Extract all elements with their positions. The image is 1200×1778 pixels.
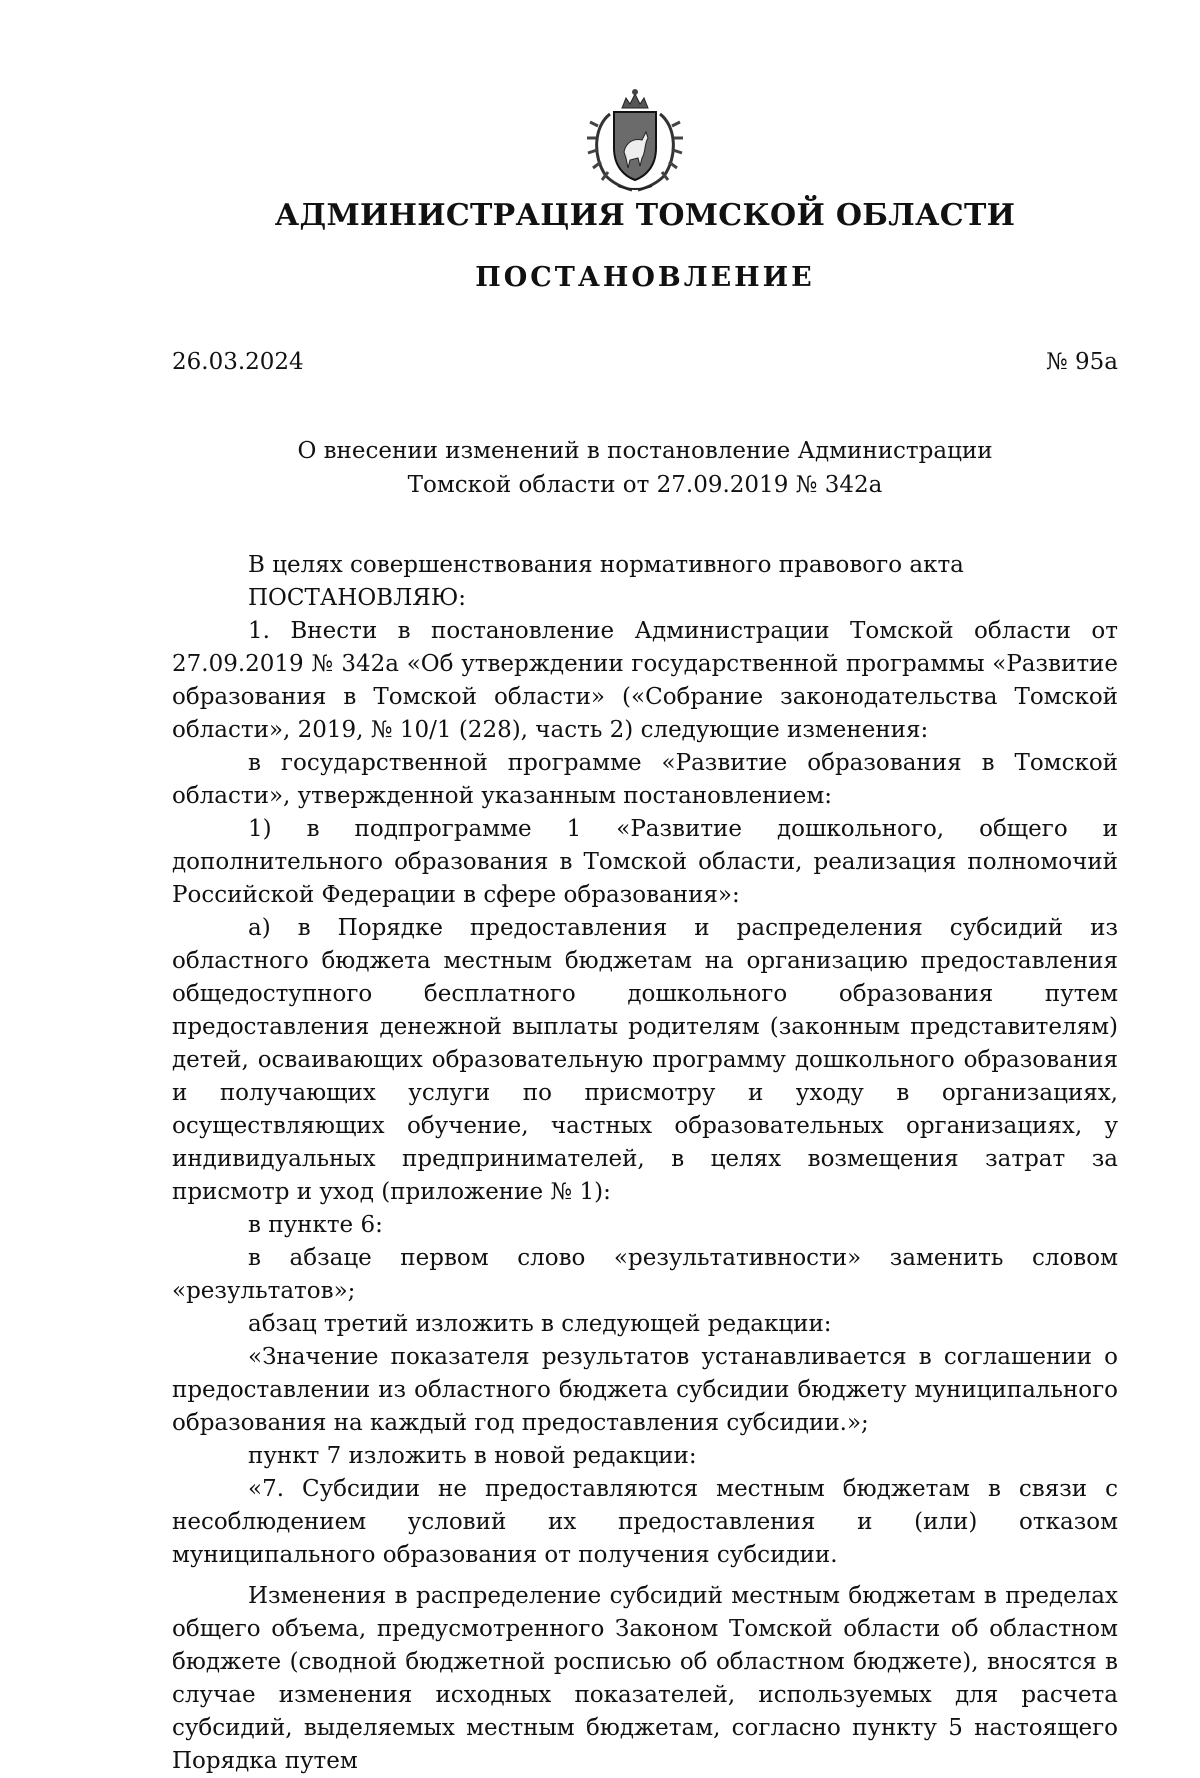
paragraph: в пункте 6: bbox=[248, 1212, 383, 1238]
title-line-2: Томской области от 27.09.2019 № 342а bbox=[407, 472, 883, 498]
paragraph: в абзаце первом слово «результативности» заменить словом «результатов»; bbox=[172, 1245, 1118, 1304]
paragraph-item-1: 1. Внести в постановление Администрации Томской области от 27.09.2019 № 342а «Об утверждении государственной программы «Развитие образования в Томской области» («Собрание законодательства Томской области», 2019, № 10/1 (228), часть 2) следующие изменения: bbox=[172, 618, 1118, 743]
paragraph: Изменения в распределение субсидий местным бюджетам в пределах общего объема, предусмотренного Законом Томской области об областном бюджете (сводной бюджетной росписью об областном бюджете), вносятся в случае изменения исходных показателей, используемых для расчета субсидий, выделяемых местным бюджетам, согласно пункту 5 настоящего Порядка путем bbox=[172, 1583, 1118, 1774]
paragraph: абзац третий изложить в следующей редакции: bbox=[248, 1311, 832, 1337]
title-line-1: О внесении изменений в постановление Администрации bbox=[297, 438, 993, 464]
organization-name: АДМИНИСТРАЦИЯ ТОМСКОЙ ОБЛАСТИ bbox=[274, 198, 1016, 233]
document-type: ПОСТАНОВЛЕНИЕ bbox=[475, 262, 815, 293]
document-number: № 95а bbox=[1045, 349, 1118, 375]
paragraph: 1) в подпрограмме 1 «Развитие дошкольного, общего и дополнительного образования в Томской области, реализация полномочий Российской Федерации в сфере образования»: bbox=[172, 816, 1118, 908]
paragraph: а) в Порядке предоставления и распределения субсидий из областного бюджета местным бюджетам на организацию предоставления общедоступного бесплатного дошкольного образования путем предоставления денежной выплаты родителям (законным представителям) детей, осваивающих образовательную программу дошкольного образования и получающих услуги по присмотру и уходу в организациях, осуществляющих обучение, частных образовательных организациях, у индивидуальных предпринимателей, в целях возмещения затрат за присмотр и уход (приложение № 1): bbox=[172, 915, 1118, 1205]
document-body bbox=[172, 549, 1118, 1778]
paragraph: пункт 7 изложить в новой редакции: bbox=[248, 1443, 697, 1469]
document-title bbox=[0, 434, 1200, 502]
paragraph: «Значение показателя результатов устанавливается в соглашении о предоставлении из областного бюджета субсидии бюджету муниципального образования на каждый год предоставления субсидии.»; bbox=[172, 1344, 1118, 1436]
tomsk-coat-of-arms-icon bbox=[584, 86, 686, 194]
document-date: 26.03.2024 bbox=[172, 349, 304, 375]
paragraph: в государственной программе «Развитие образования в Томской области», утвержденной указанным постановлением: bbox=[172, 750, 1118, 809]
paragraph: «7. Субсидии не предоставляются местным бюджетам в связи с несоблюдением условий их предоставления и (или) отказом муниципального образования от получения субсидии. bbox=[172, 1476, 1118, 1568]
paragraph-decree: ПОСТАНОВЛЯЮ: bbox=[248, 585, 467, 611]
paragraph-preamble: В целях совершенствования нормативного правового акта bbox=[248, 552, 964, 578]
